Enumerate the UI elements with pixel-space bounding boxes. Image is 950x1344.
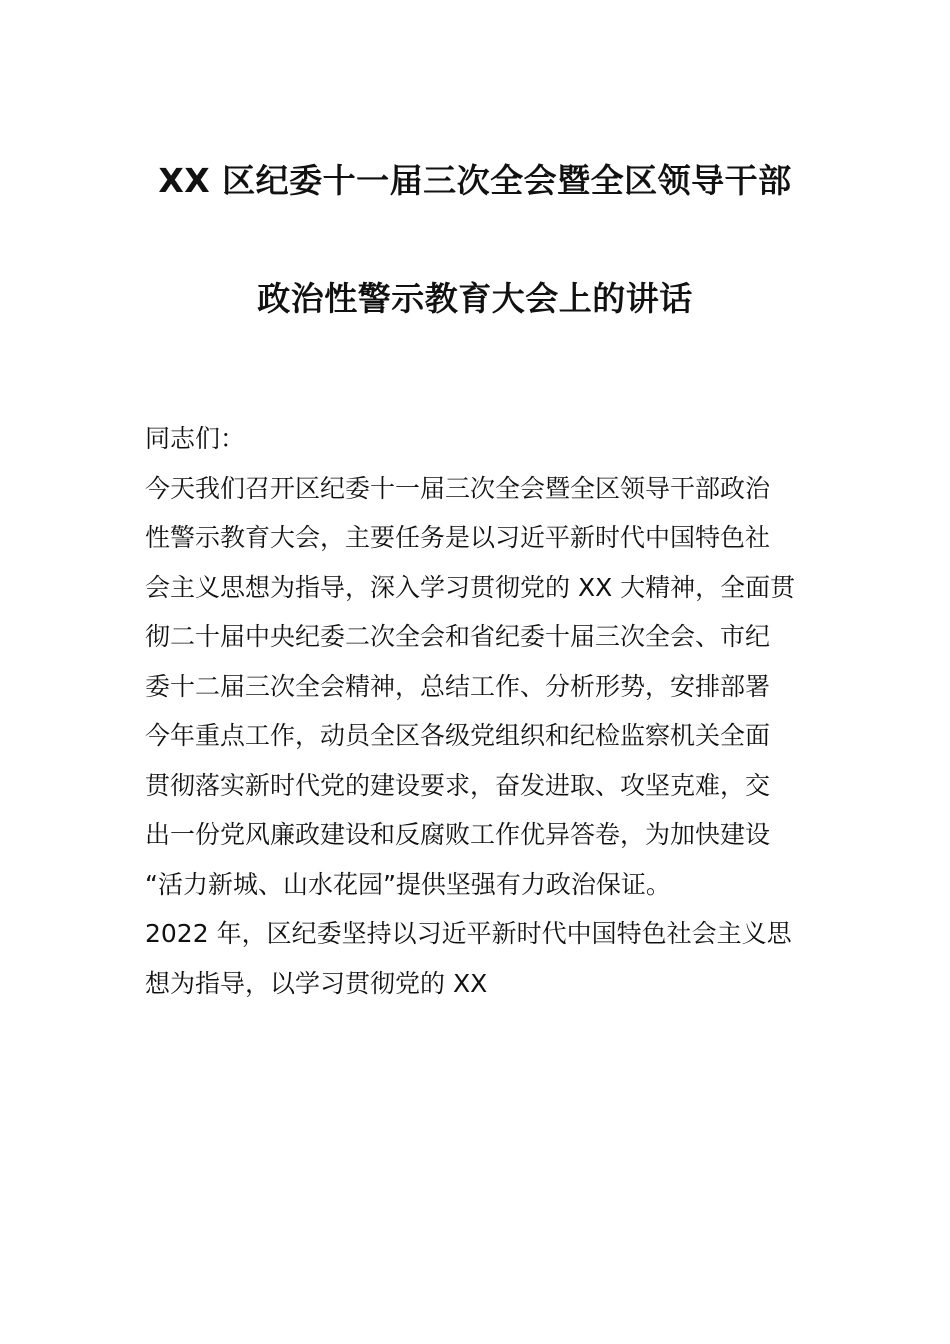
body-line: 贯彻落实新时代党的建设要求，奋发进取、攻坚克难，交 xyxy=(145,770,771,800)
document-title-line-2: 政治性警示教育大会上的讲话 xyxy=(257,279,693,318)
body-line: “活力新城、山水花园”提供坚强有力政治保证。 xyxy=(145,869,671,899)
body-line: 今天我们召开区纪委十一届三次全会暨全区领导干部政治 xyxy=(145,473,771,503)
body-line: 想为指导，以学习贯彻党的 XX xyxy=(145,968,488,998)
body-line: 2022 年，区纪委坚持以习近平新时代中国特色社会主义思 xyxy=(145,919,792,948)
body-line: 今年重点工作，动员全区各级党组织和纪检监察机关全面 xyxy=(145,721,771,750)
body-line: 彻二十届中央纪委二次全会和省纪委十届三次全会、市纪 xyxy=(145,622,771,651)
document-body xyxy=(145,414,815,1008)
body-line: 会主义思想为指导，深入学习贯彻党的 XX 大精神，全面贯 xyxy=(145,572,796,602)
body-line: 性警示教育大会，主要任务是以习近平新时代中国特色社 xyxy=(145,523,771,552)
salutation: 同志们： xyxy=(145,424,246,453)
document-title-line-1: XX 区纪委十一届三次全会暨全区领导干部 xyxy=(158,161,792,200)
body-line: 出一份党风廉政建设和反腐败工作优异答卷，为加快建设 xyxy=(145,820,771,849)
body-line: 委十二届三次全会精神，总结工作、分析形势，安排部署 xyxy=(145,671,771,701)
